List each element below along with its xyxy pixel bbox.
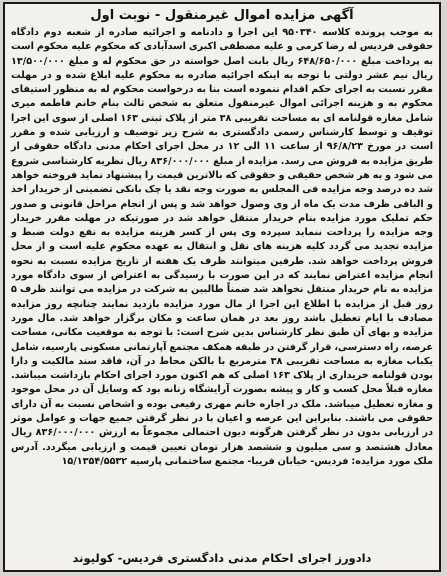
notice-signature: دادورز اجرای احکام مدنی دادگستری فردیس- کولیوند	[72, 551, 372, 565]
notice-paragraph: به موجب پرونده کلاسه ۹۵۰۳۴۰ این اجرا و دادنامه و اجرائیه صادره از شعبه دوم دادگاه حقوقی فردیس له رضا کرمی و علیه مصطفی اکبری اسدآبادی که محکوم علیه محکوم است به پرداخت مبلغ ۶۴۸/۶۵۰/۰۰۰ ریال بابت اصل خواسته در حق محکوم له و مبلغ ۱۳/۵۰۰/۰۰۰ ریال نیم عشر دولتی با توجه به اینکه اجرائیه صادره به محکوم علیه ابلاغ شده و در مهلت مقرر نسبت به اجرای حکم اقدام ننموده است بنا به درخواست محکوم له به منظور استیفای محکوم به و هزینه اجرائی اموال غیرمنقول متعلق به شخص ثالث بنام خانم فاطمه میری شامل مغازه قولنامه ای به مساحت تقریبی ۳۸ متر از پلاک ثبتی ۱۶۳ اصلی از سوی این اجرا توقیف و توسط کارشناس رسمی دادگستری به شرح زیر توصیف و ارزیابی شده و مقرر است در مورخ ۹۶/۸/۲۳ از ساعت ۱۱ الی ۱۲ در محل اجرای احکام مدنی دادگاه حقوقی از طریق مزایده به فروش می رسد. مزایده از مبلغ ۸۳۶/۰۰۰/۰۰۰ ریال نظریه کارشناسی شروع می شود و به هر شخص حقیقی و حقوقی که بالاترین قیمت را پیشنهاد نماید فروخته خواهد شد ده درصد وجه مزایده فی المجلس به صورت وجه نقد یا چک بانکی تضمینی از خریدار اخذ و الباقی ظرف مدت یک ماه از وی وصول خواهد شد و پس از انجام مراحل قانونی و صدور حکم تملیک مورد مزایده بنام خریدار منتقل خواهد شد در صورتیکه در مهلت مقرر خریدار وجه مزایده را پرداخت ننماید سپرده وی پس از کسر هزینه مزایده به نفع دولت ضبط و مزایده تجدید می گردد کلیه هزینه های نقل و انتقال به عهده محکوم علیه است و از محل فروش پرداخت خواهد شد. طرفین میتوانند ظرف یک هفته از تاریخ مزایده نسبت به نحوه انجام مزایده اعتراض نمایند که در این صورت با رسیدگی به اعتراض از سوی دادگاه مورد مزایده به نام خریدار منتقل نخواهد شد ضمناً طالبین به شرکت در مزایده می توانند ظرف ۵ روز قبل از مزایده با اطلاع این اجرا از مال مورد مزایده بازدید نمایند چنانچه روز مزایده مصادف با ایام تعطیل باشد روز بعد در همان ساعت و مکان برگزار خواهد شد. مال مورد مزایده و بهای آن طبق نظر کارشناس بدین شرح است: با توجه به موقعیت مکانی، مساحت عرصه، راه دسترسی، قرار گرفتن در طبقه همکف مجتمع آپارتمانی مسکونی پارسیه، شامل یکباب مغازه به مساحت تقریبی ۳۸ مترمربع با بالکن محاط در آن، فاقد سند مالکیت و دارا بودن قولنامه خریداری از پلاک ۱۶۳ اصلی که هم اکنون مورد اجرای احکام بازداشت میباشد. مغازه قبلاً محل کسب و کار و پیشه بصورت آرایشگاه زنانه بود که وسایل آن در محل موجود و مغازه تعطیل میباشد. ملک در اجاره خانم مهری رفیعی بوده و اشخاص نسبت به آن دارای حقوقی می باشند. بنابراین این عرصه و اعیان با در نظر گرفتن جمیع جهات و عوامل موثر در ارزیابی بدون در نظر گرفتن هرگونه دیون احتمالی مجموعاً به ارزش ۸۳۶/۰۰۰/۰۰۰ ریال معادل هشتصد و سی میلیون و ششصد هزار تومان تعیین قیمت و ارزیابی میگردد. آدرس ملک مورد مزایده: فردیس- خیابان فریبا- مجتمع ساختمانی پارسیه ۱۵/۱۳۵۴/۵۵۳۲	[11, 27, 434, 467]
notice-body	[5, 26, 439, 469]
notice-title: آگهی مزایده اموال غیرمنقول - نوبت اول	[90, 8, 354, 23]
auction-notice	[3, 2, 441, 572]
